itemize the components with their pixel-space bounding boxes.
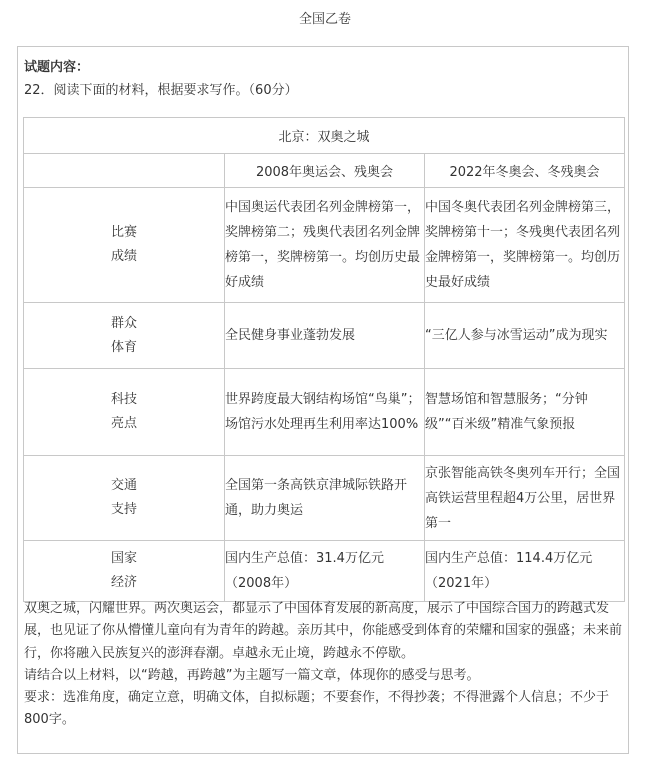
row-label-competition xyxy=(24,188,225,303)
passage-paragraph: 双奥之城，闪耀世界。两次奥运会，都显示了中国体育发展的新高度，展示了中国综合国力的跨越式发展，也见证了你从懵懂儿童向有为青年的跨越。亲历其中，你能感受到体育的荣耀和国家的强盛；未来前行，你将融入民族复兴的澎湃春潮。卓越永无止境，跨越永不停歇。 xyxy=(24,601,623,661)
cell-2008: 全国第一条高铁京津城际铁路开通，助力奥运 xyxy=(225,456,425,541)
table-caption: 北京：双奥之城 xyxy=(24,118,625,154)
row-label-line: 群众 xyxy=(110,315,137,331)
table-row xyxy=(24,541,625,602)
header-2008: 2008年奥运会、残奥会 xyxy=(225,154,425,188)
table-row xyxy=(24,188,625,303)
page-title: 全国乙卷 xyxy=(298,12,351,27)
row-label-line: 体育 xyxy=(110,339,137,355)
row-label-line: 交通 xyxy=(110,478,137,493)
table-row xyxy=(24,303,625,369)
row-label-transport xyxy=(24,456,225,541)
materials-table xyxy=(23,117,625,602)
cell-2022: 京张智能高铁冬奥列车开行；全国高铁运营里程超4万公里，居世界第一 xyxy=(425,456,625,541)
question-prompt: 22．阅读下面的材料，根据要求写作。（60分） xyxy=(24,83,298,98)
material-passage xyxy=(24,598,626,732)
row-label-line: 成绩 xyxy=(110,249,137,264)
cell-2022: “三亿人参与冰雪运动”成为现实 xyxy=(425,303,625,369)
row-label-mass-sports xyxy=(24,303,225,369)
question-heading: 试题内容： xyxy=(24,60,90,75)
writing-requirements: 要求：选准角度，确定立意，明确文体，自拟标题；不要套作，不得抄袭；不得泄露个人信息；不少于800字。 xyxy=(24,690,610,728)
writing-instruction: 请结合以上材料，以“跨越，再跨越”为主题写一篇文章，体现你的感受与思考。 xyxy=(24,667,480,683)
cell-2008: 全民健身事业蓬勃发展 xyxy=(225,303,425,369)
cell-2022: 智慧场馆和智慧服务；“分钟级”“百米级”精准气象预报 xyxy=(425,369,625,456)
cell-2022: 国内生产总值：114.4万亿元（2021年） xyxy=(425,541,625,602)
row-label-line: 经济 xyxy=(110,575,137,590)
table-caption-row xyxy=(24,118,625,154)
cell-2008: 中国奥运代表团名列金牌榜第一，奖牌榜第二；残奥代表团名列金牌榜第一，奖牌榜第一。均创历史最好成绩 xyxy=(225,188,425,303)
row-label-line: 国家 xyxy=(110,551,137,566)
row-label-economy xyxy=(24,541,225,602)
cell-2022: 中国冬奥代表团名列金牌榜第三，奖牌榜第十一；冬残奥代表团名列金牌榜第一，奖牌榜第一。均创历史最好成绩 xyxy=(425,188,625,303)
table-row xyxy=(24,369,625,456)
cell-2008: 世界跨度最大钢结构场馆“鸟巢”；场馆污水处理再生利用率达100% xyxy=(225,369,425,456)
cell-2008: 国内生产总值：31.4万亿元（2008年） xyxy=(225,541,425,602)
header-2022: 2022年冬奥会、冬残奥会 xyxy=(425,154,625,188)
row-label-line: 亮点 xyxy=(110,416,137,431)
row-label-line: 支持 xyxy=(110,502,137,517)
row-label-line: 科技 xyxy=(110,392,137,407)
row-label-line: 比赛 xyxy=(110,225,137,240)
header-empty xyxy=(24,154,225,188)
row-label-technology xyxy=(24,369,225,456)
table-header-row xyxy=(24,154,625,188)
table-row xyxy=(24,456,625,541)
